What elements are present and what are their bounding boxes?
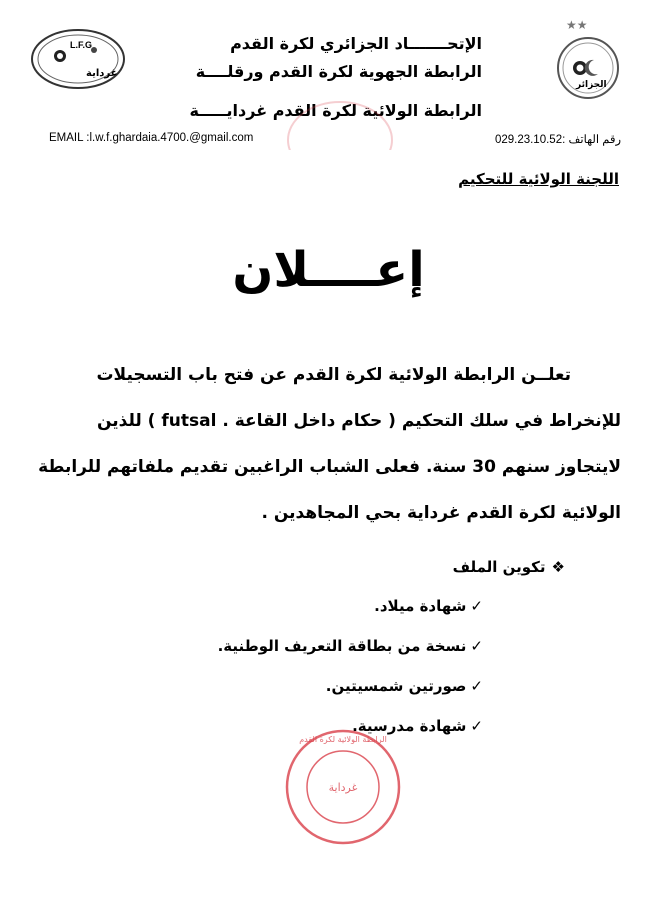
body-line: للإنخراط في سلك التحكيم ( حكام داخل القاعة . futsal ) للذين [96,411,621,431]
body-line: لايتجاوز سنهم 30 سنة. فعلى الشباب الراغبين تقديم ملفاتهم للرابطة [38,457,621,477]
league-logo-top-text: L.F.G [70,40,92,50]
federation-logo [542,18,634,100]
league-logo [30,28,126,90]
committee-name: اللجنة الولائية للتحكيم [458,170,619,188]
list-item: ✓صورتين شمسيتين. [325,677,483,695]
file-requirements-heading [453,558,565,576]
stamp-ring-text: الرابطة الولائية لكرة القدم [299,735,387,744]
star-icon: ★★ [566,18,588,32]
official-stamp [283,727,403,847]
header-stamp [285,100,395,150]
stamp-center-text: غرداية [328,781,358,794]
list-item: ✓شهادة ميلاد. [374,597,483,615]
diamond-bullet-icon: ❖ [551,558,565,576]
check-icon: ✓ [470,717,483,735]
wilaya-league-name: الرابطة الولائية لكرة القدم غردايـــــة [189,101,482,120]
check-icon: ✓ [470,637,483,655]
announcement-title: إعــــلان [232,242,425,298]
announcement-body [36,352,621,536]
check-icon: ✓ [470,677,483,695]
list-item: ✓نسخة من بطاقة التعريف الوطنية. [217,637,483,655]
body-line: الولائية لكرة القدم غرداية بحي المجاهدين . [261,503,621,523]
body-line: تعلــن الرابطة الولائية لكرة القدم عن فتح باب التسجيلات [96,365,571,385]
email-address: EMAIL :l.w.f.ghardaia.4700.@gmail.com [49,132,254,144]
phone-number: رقم الهاتف :029.23.10.52 [494,134,621,146]
list-item: ✓شهادة مدرسية. [352,717,483,735]
federation-name: الإتحـــــــاد الجزائري لكرة القدم [230,34,482,53]
regional-league-name: الرابطة الجهوية لكرة القدم ورقلــــة [195,62,482,81]
file-heading-label: تكوين الملف [452,558,546,576]
check-icon: ✓ [470,597,483,615]
league-logo-bottom-text: غرداية [86,68,118,79]
federation-logo-text: الجزائر [576,80,607,90]
